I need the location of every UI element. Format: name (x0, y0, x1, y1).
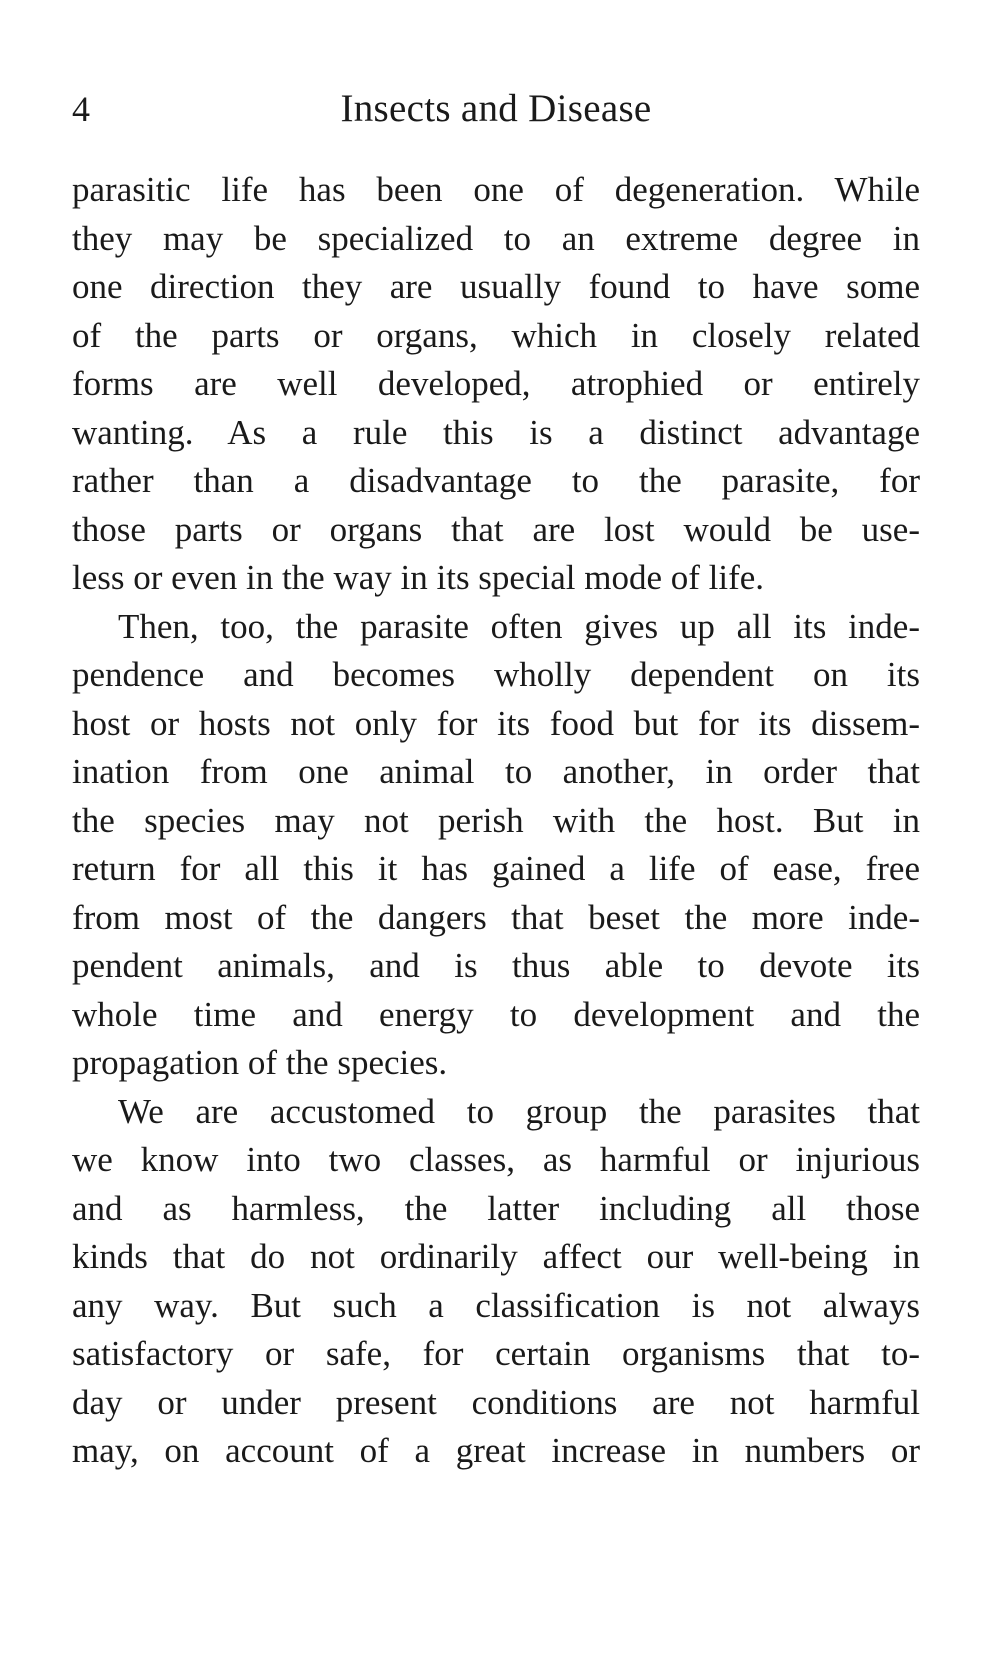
text-line: from most of the dangers that beset the more inde- (72, 897, 920, 937)
text-line: we know into two classes, as harmful or injurious (72, 1140, 920, 1179)
text-line: return for all this it has gained a life of ease, free (72, 849, 920, 888)
text-line: they may be specialized to an extreme degree in (72, 218, 920, 258)
running-head (72, 84, 920, 134)
text-line: We are accustomed to group the parasites that (118, 1091, 920, 1131)
text-line: satisfactory or safe, for certain organisms that to- (72, 1334, 920, 1373)
text-line: and as harmless, the latter including all those (72, 1188, 920, 1228)
paragraph-1 (72, 166, 920, 603)
text-line: pendence and becomes wholly dependent on its (72, 655, 920, 694)
text-line: may, on account of a great increase in numbers or (72, 1431, 920, 1470)
paragraph-3 (72, 1088, 920, 1476)
text-line: less or even in the way in its special mode of life. (72, 558, 765, 597)
text-line: kinds that do not ordinarily affect our well-being in (72, 1237, 920, 1276)
text-line: day or under present conditions are not harmful (72, 1382, 920, 1422)
text-line: of the parts or organs, which in closely related (72, 315, 920, 355)
text-line: rather than a disadvantage to the parasite, for (72, 461, 920, 500)
text-line: forms are well developed, atrophied or entirely (72, 364, 920, 403)
body-text (72, 166, 920, 1476)
text-line: those parts or organs that are lost would be use- (72, 509, 920, 549)
text-line: one direction they are usually found to have some (72, 267, 920, 306)
page-number: 4 (72, 89, 90, 129)
running-title: Insects and Disease (340, 87, 652, 130)
text-line: pendent animals, and is thus able to devote its (72, 946, 920, 985)
text-line: any way. But such a classification is not always (72, 1285, 920, 1325)
paragraph-2 (72, 603, 920, 1088)
text-line: the species may not perish with the host. But in (72, 800, 920, 840)
text-line: parasitic life has been one of degeneration. While (72, 170, 920, 209)
text-line: wanting. As a rule this is a distinct advantage (72, 412, 920, 452)
text-line: propagation of the species. (72, 1043, 448, 1082)
text-line: whole time and energy to development and the (72, 994, 920, 1034)
text-line: ination from one animal to another, in order that (72, 752, 920, 791)
text-line: host or hosts not only for its food but for its dissem- (72, 703, 920, 743)
text-line: Then, too, the parasite often gives up all its inde- (118, 606, 920, 646)
